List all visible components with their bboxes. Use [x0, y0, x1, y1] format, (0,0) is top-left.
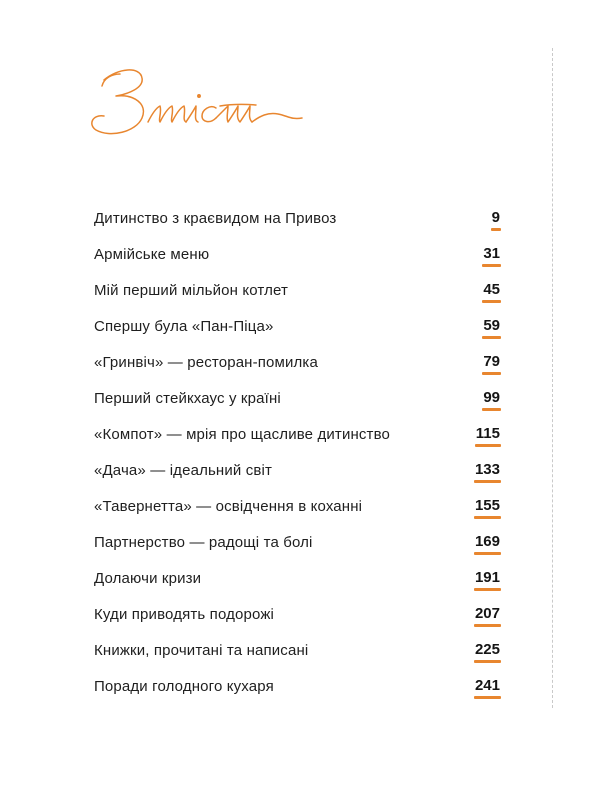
page-edge-guide [552, 48, 553, 708]
toc-entry-page-number: 31 [483, 245, 500, 265]
toc-entry[interactable] [94, 596, 500, 632]
toc-entry[interactable] [94, 200, 500, 236]
toc-entry-title: Куди приводять подорожі [94, 606, 274, 623]
toc-entry[interactable] [94, 632, 500, 668]
toc-entry-page-number: 169 [475, 533, 500, 553]
toc-entry-title: Книжки, прочитані та написані [94, 642, 309, 659]
toc-entry-page-number: 9 [492, 209, 500, 229]
toc-entry-page-number: 191 [475, 569, 500, 589]
toc-entry-page-number: 207 [475, 605, 500, 625]
toc-entry-title: Перший стейкхаус у країні [94, 390, 281, 407]
toc-entry[interactable] [94, 272, 500, 308]
toc-entry-title: «Компот» — мрія про щасливе дитинство [94, 426, 391, 443]
contents-heading [82, 56, 322, 148]
toc-entry-title: Дитинство з краєвидом на Привоз [94, 210, 337, 227]
toc-entry-page-number: 99 [483, 389, 500, 409]
toc-entry[interactable] [94, 668, 500, 704]
toc-entry[interactable] [94, 488, 500, 524]
toc-entry-page-number: 225 [475, 641, 500, 661]
toc-entry-page-number: 45 [483, 281, 500, 301]
toc-entry[interactable] [94, 560, 500, 596]
toc-entry-title: «Гринвіч» — ресторан-помилка [94, 354, 318, 371]
toc-entry-page-number: 79 [483, 353, 500, 373]
toc-entry[interactable] [94, 380, 500, 416]
table-of-contents [94, 200, 500, 704]
toc-entry-title: Армійське меню [94, 246, 210, 263]
toc-entry-page-number: 241 [475, 677, 500, 697]
toc-entry-page-number: 133 [475, 461, 500, 481]
toc-entry-title: Долаючи кризи [94, 570, 202, 587]
toc-entry[interactable] [94, 416, 500, 452]
toc-entry-title: Мій перший мільйон котлет [94, 282, 289, 299]
toc-entry[interactable] [94, 452, 500, 488]
toc-entry-page-number: 59 [483, 317, 500, 337]
toc-entry-page-number: 115 [476, 425, 500, 445]
toc-entry-title: Поради голодного кухаря [94, 678, 274, 695]
toc-entry-title: «Тавернетта» — освідчення в коханні [94, 498, 363, 515]
toc-entry[interactable] [94, 344, 500, 380]
toc-entry-page-number: 155 [475, 497, 500, 517]
toc-entry-title: Спершу була «Пан-Піца» [94, 318, 274, 335]
toc-entry-title: «Дача» — ідеальний світ [94, 462, 273, 479]
toc-entry[interactable] [94, 524, 500, 560]
toc-entry[interactable] [94, 308, 500, 344]
contents-heading-script [82, 56, 322, 148]
toc-entry[interactable] [94, 236, 500, 272]
toc-entry-title: Партнерство — радощі та болі [94, 534, 313, 551]
